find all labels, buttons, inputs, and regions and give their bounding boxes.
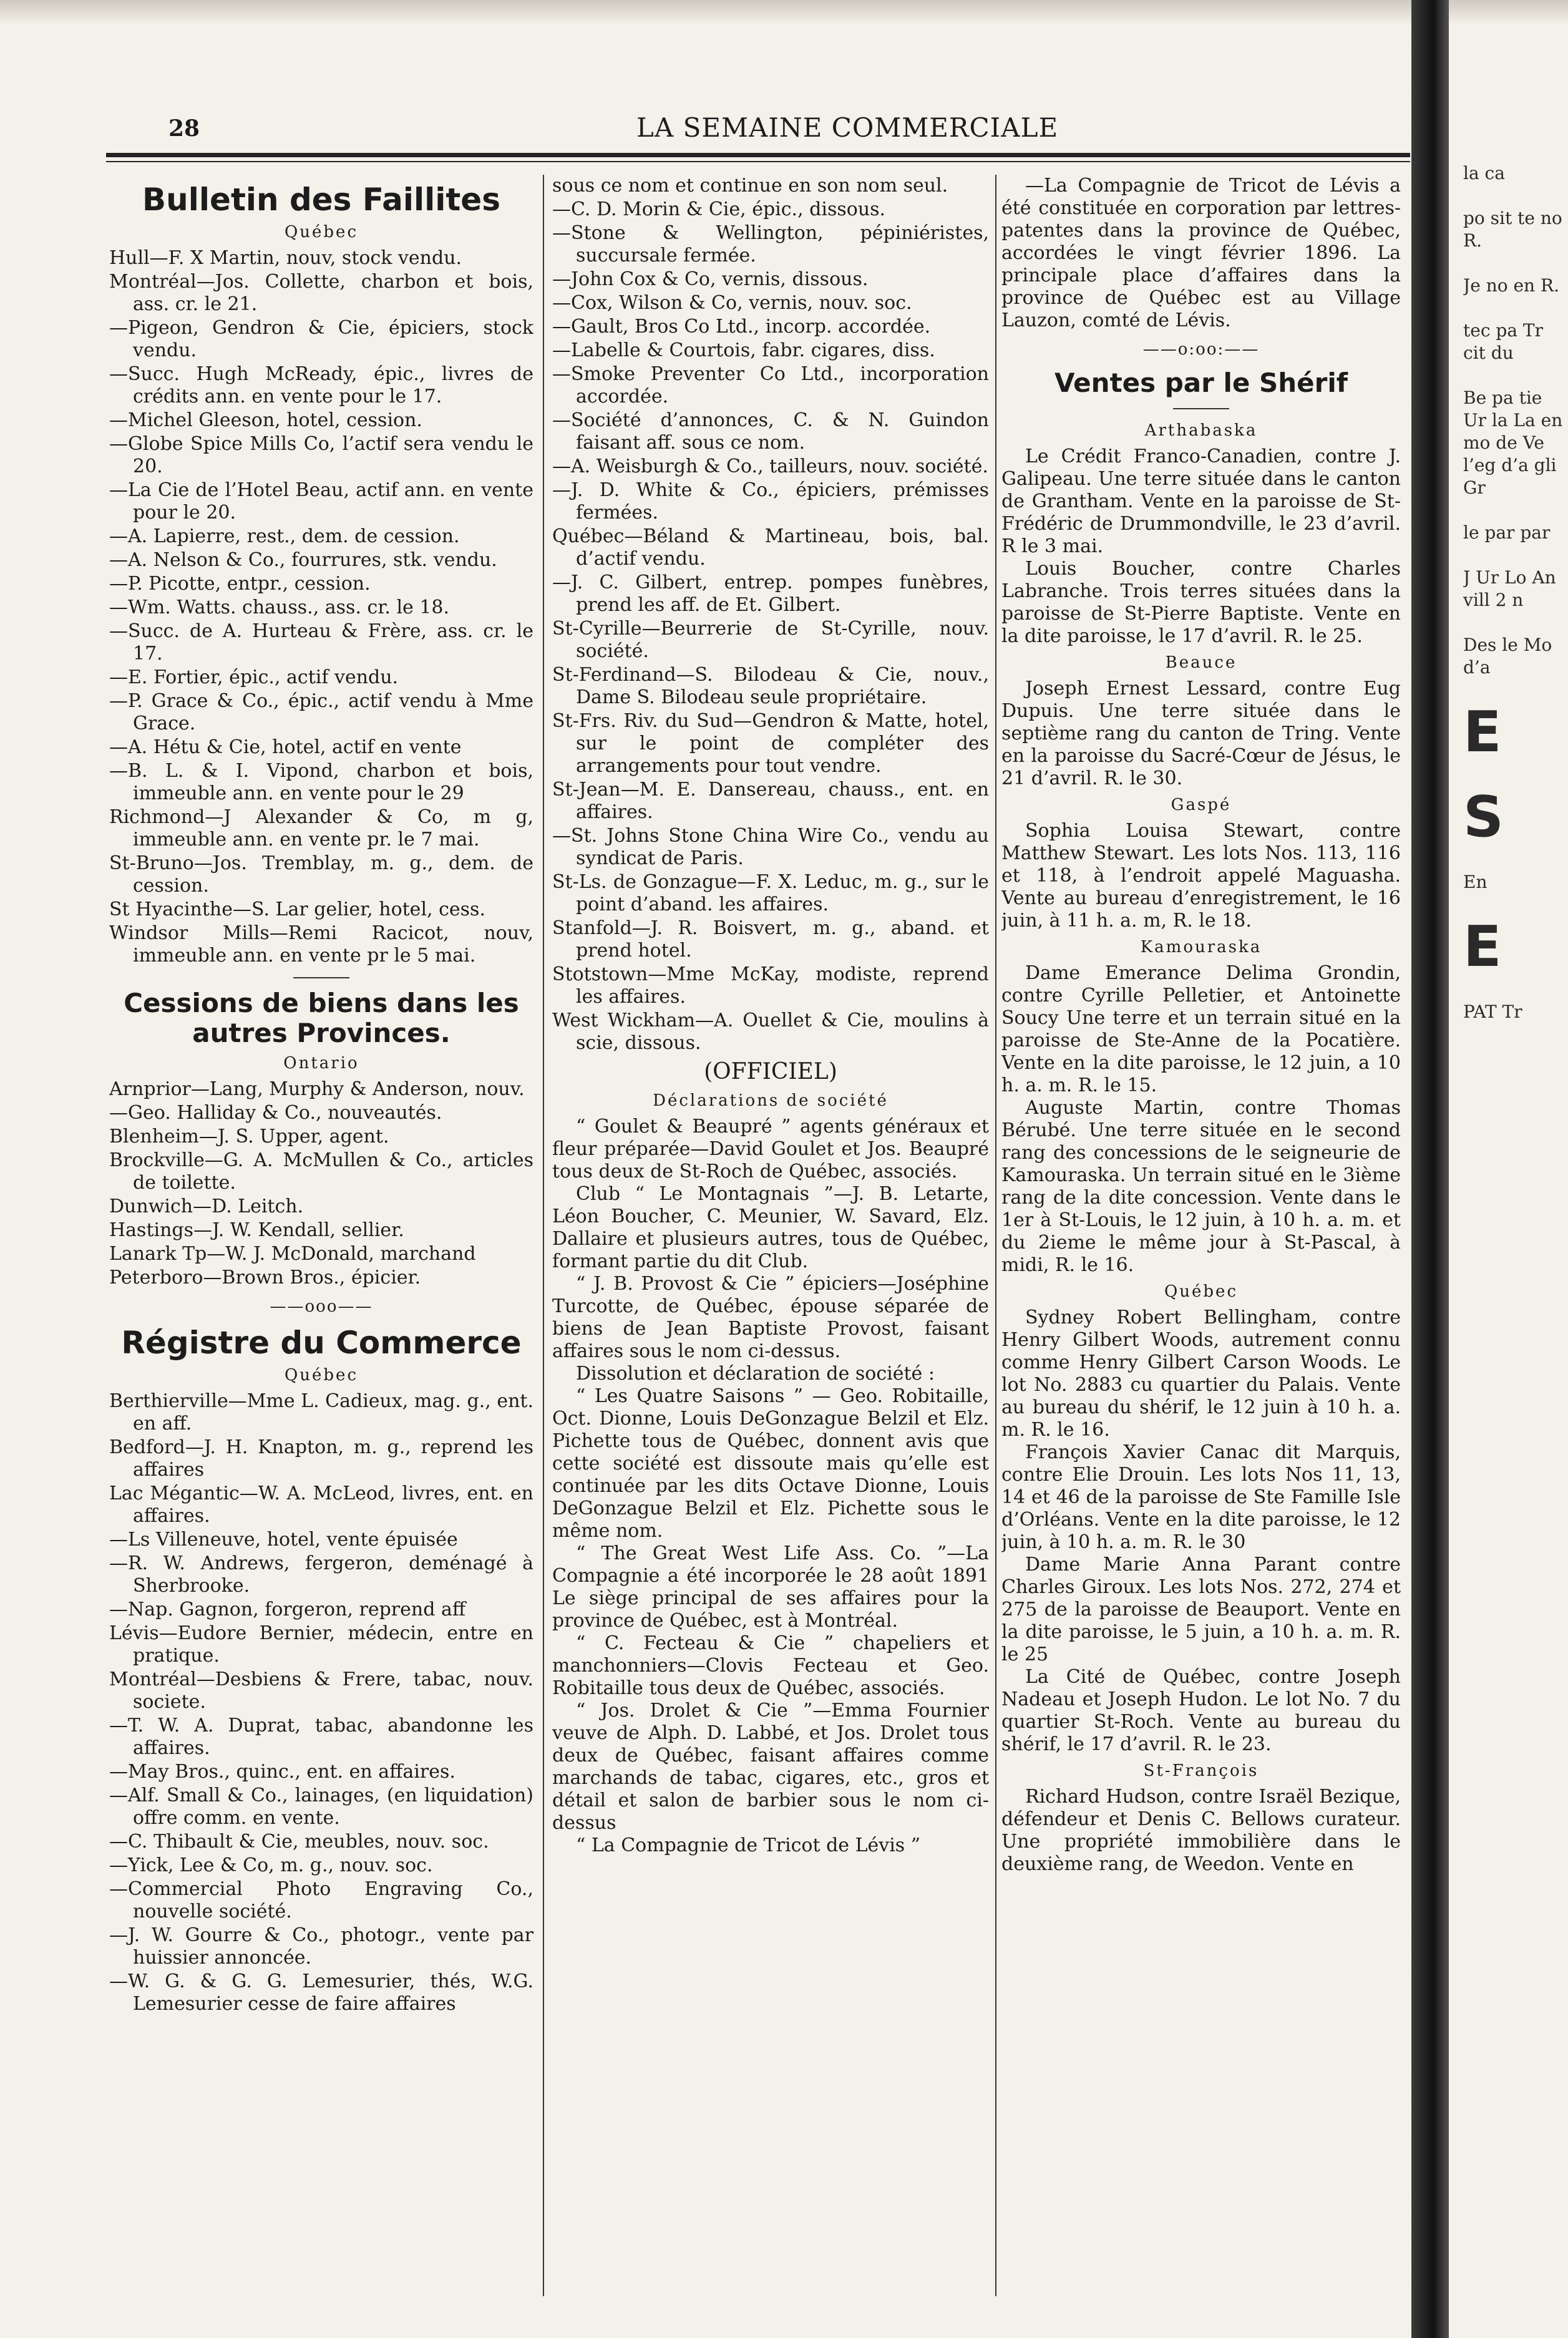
faillite-entry: Montréal—Jos. Collette, charbon et bois, ass. cr. le 21. (109, 271, 533, 315)
vente-paragraph: Auguste Martin, contre Thomas Bérubé. Une terre située en le second rang des concessions de le seigneurie de Kamouraska. Un terrain situé en le 3ième rang de la dite concession. Vente dans le 1er à St-Louis, le 12 juin, à 10 h. a. m. et du 2ieme le même jour à St-Pascal, à midi, R. le 16. (1001, 1097, 1401, 1276)
faillite-entry: Hull—F. X Martin, nouv, stock vendu. (109, 247, 462, 269)
fragment-text: J Ur Lo An vill 2 n (1463, 567, 1556, 610)
tricot-paragraph: —La Compagnie de Tricot de Lévis a été constituée en corporation par lettres-patentes dans la province de Québec, accordées le vingt février 1896. La principale place d’affaires dans la province de Québec est au Village Lauzon, comté de Lévis. (1001, 175, 1401, 331)
fragment-text: E (1463, 914, 1502, 980)
fragment-text: la ca (1463, 163, 1505, 183)
vente-paragraph: Louis Boucher, contre Charles Labranche. Trois terres situées dans la paroisse de St-Pierre Baptiste. Vente en la dite paroisse, le 17 d’avril. R. le 25. (1001, 558, 1401, 647)
ventes-sections (1001, 419, 1401, 1876)
column-3 (1001, 175, 1401, 2290)
declaration-paragraph: “ J. B. Provost & Cie ” épiciers—Joséphine Turcotte, de Québec, épouse séparée de biens de Jean Baptiste Provost, faisant affaires sous le nom ci-dessus. (552, 1273, 989, 1362)
page-gutter-shadow (1411, 0, 1449, 2338)
vente-paragraph: Dame Emerance Delima Grondin, contre Cyrille Pelletier, et Antoinette Soucy Une terre et un terrain situé en la paroisse de Ste-Anne de la Pocatière. Vente en la dite paroisse, le 12 juin, a 10 h. a. m. R. le 15. (1001, 962, 1401, 1096)
ventes-region-heading: St-François (1143, 1761, 1259, 1780)
cession-entry: Brockville—G. A. McMullen & Co., articles de toilette. (109, 1149, 533, 1194)
cessions-title: Cessions de biens dans les autres Provinces. (124, 988, 519, 1048)
ventes-region-heading: Québec (1164, 1282, 1239, 1301)
cessions-list (109, 1078, 533, 1289)
registre-entry: —C. D. Morin & Cie, épic., dissous. (552, 198, 886, 220)
faillite-entry: —Michel Gleeson, hotel, cession. (109, 409, 422, 431)
faillite-entry: —Succ. Hugh McReady, épic., livres de crédits ann. en vente pour le 17. (109, 363, 533, 407)
registre-entry: —J. C. Gilbert, entrep. pompes funèbres, prend les aff. de Et. Gilbert. (552, 572, 989, 616)
faillites-list (109, 247, 533, 967)
cession-entry: Dunwich—D. Leitch. (109, 1196, 304, 1217)
fragment-text: S (1463, 784, 1504, 850)
declaration-paragraph: “ C. Fecteau & Cie ” chapeliers et manchonniers—Clovis Fecteau et Geo. Robitaille tous deux de Québec, associés. (552, 1632, 989, 1699)
registre-entry: —Yick, Lee & Co, m. g., nouv. soc. (109, 1854, 433, 1876)
cession-entry: Lanark Tp—W. J. McDonald, marchand (109, 1243, 476, 1265)
registre-entry: sous ce nom et continue en son nom seul. (552, 175, 948, 197)
adjacent-page-fragment (1463, 162, 1563, 2309)
declaration-paragraph: “ Jos. Drolet & Cie ”—Emma Fournier veuve de Alph. D. Labbé, et Jos. Drolet tous deux de Québec, faisant affaires comme marchands de tabac, cigares, etc., gros et détail et salon de barbier sous le nom ci-dessus (552, 1700, 989, 1834)
ventes-region-heading: Arthabaska (1144, 421, 1258, 440)
registre-entry: —Cox, Wilson & Co, vernis, nouv. soc. (552, 292, 912, 314)
registre-entry: West Wickham—A. Ouellet & Cie, moulins à scie, dissous. (552, 1010, 989, 1054)
faillites-title: Bulletin des Faillites (142, 182, 500, 218)
faillite-entry: —Wm. Watts. chauss., ass. cr. le 18. (109, 597, 450, 618)
declaration-paragraph: Dissolution et déclaration de société : (576, 1363, 935, 1385)
registre-entry: St-Frs. Riv. du Sud—Gendron & Matte, hotel, sur le point de compléter des arrangements pour tout vendre. (552, 710, 989, 777)
registre-entry: St-Ls. de Gonzague—F. X. Leduc, m. g., sur le point d’aband. les affaires. (552, 871, 989, 915)
registre-entry: Lévis—Eudore Bernier, médecin, entre en pratique. (109, 1622, 533, 1667)
page-number: 28 (168, 115, 200, 142)
registre-entry: Lac Mégantic—W. A. McLeod, livres, ent. en affaires. (109, 1483, 533, 1527)
fragment-text: Be pa tie Ur la La en mo de Ve l’eg d’a gli Gr (1463, 387, 1563, 498)
registre-entry: Berthierville—Mme L. Cadieux, mag. g., ent. en aff. (109, 1390, 533, 1434)
ventes-region-heading: Kamouraska (1140, 938, 1262, 957)
registre-entry: —Ls Villeneuve, hotel, vente épuisée (109, 1529, 458, 1551)
declarations-heading: Déclarations de société (653, 1091, 889, 1110)
registre-entry: —Nap. Gagnon, forgeron, reprend aff (109, 1599, 466, 1620)
faillite-entry: —A. Lapierre, rest., dem. de cession. (109, 525, 460, 547)
registre-entry: Stanfold—J. R. Boisvert, m. g., aband. et prend hotel. (552, 917, 989, 962)
section-dash (293, 977, 349, 978)
registre-entry: St-Jean—M. E. Dansereau, chauss., ent. en affaires. (552, 779, 989, 823)
cession-entry: Arnprior—Lang, Murphy & Anderson, nouv. (109, 1078, 525, 1100)
col1-separator: ——ooo—— (270, 1297, 373, 1316)
registre-entry: —Alf. Small & Co., lainages, (en liquidation) offre comm. en vente. (109, 1785, 533, 1829)
registre-entry: —Stone & Wellington, pépiniéristes, succursale fermée. (552, 222, 989, 266)
registre-entry: —Société d’annonces, C. & N. Guindon faisant aff. sous ce nom. (552, 409, 989, 454)
col3-separator: ——o:oo:—— (1142, 340, 1260, 359)
faillites-region: Québec (284, 223, 359, 241)
officiel-heading: (OFFICIEL) (704, 1059, 837, 1084)
ventes-region-heading: Gaspé (1171, 796, 1232, 814)
registre-entry: —Labelle & Courtois, fabr. cigares, diss. (552, 339, 935, 361)
faillite-entry: Richmond—J Alexander & Co, m g, immeuble ann. en vente pr. le 7 mai. (109, 806, 533, 850)
faillite-entry: —P. Picotte, entpr., cession. (109, 573, 371, 595)
registre-region: Québec (284, 1366, 359, 1385)
faillite-entry: —A. Nelson & Co., fourrures, stk. vendu. (109, 549, 497, 571)
registre-entry: —John Cox & Co, vernis, dissous. (552, 268, 869, 290)
registre-continued-list (552, 175, 989, 1055)
fragment-text: po sit te no R. (1463, 208, 1562, 251)
vente-paragraph: Joseph Ernest Lessard, contre Eug Dupuis. Une terre située dans le septième rang du canton de Tring. Vente en la paroisse du Sacré-Cœur de Jésus, le 21 d’avril. R. le 30. (1001, 678, 1401, 789)
declaration-paragraph: “ Goulet & Beaupré ” agents généraux et fleur préparée—David Goulet et Jos. Beaupré tous deux de St-Roch de Québec, associés. (552, 1116, 989, 1182)
ventes-region-heading: Beauce (1165, 653, 1237, 672)
cession-entry: Hastings—J. W. Kendall, sellier. (109, 1219, 404, 1241)
registre-entry: —R. W. Andrews, fergeron, deménagé à Sherbrooke. (109, 1552, 533, 1597)
registre-entry: St-Ferdinand—S. Bilodeau & Cie, nouv., Dame S. Bilodeau seule propriétaire. (552, 664, 989, 708)
declaration-paragraph: Club “ Le Montagnais ”—J. B. Letarte, Léon Boucher, C. Meunier, W. Savard, Elz. Dallaire et plusieurs autres, tous de Québec, formant partie du dit Club. (552, 1183, 989, 1272)
faillite-entry: —Globe Spice Mills Co, l’actif sera vendu le 20. (109, 433, 533, 477)
cession-entry: —Geo. Halliday & Co., nouveautés. (109, 1102, 442, 1124)
registre-entry: —C. Thibault & Cie, meubles, nouv. soc. (109, 1831, 489, 1853)
declaration-paragraph: “ The Great West Life Ass. Co. ”—La Compagnie a été incorporée le 28 août 1891 Le siège principal de ses affaires pour la province de Québec, est à Montréal. (552, 1542, 989, 1632)
fragment-text: le par par (1463, 522, 1551, 543)
vente-paragraph: La Cité de Québec, contre Joseph Nadeau et Joseph Hudon. Le lot No. 7 du quartier St-Roch. Vente au bureau du shérif, le 17 d’avril. R. le 23. (1001, 1666, 1401, 1755)
faillite-entry: —La Cie de l’Hotel Beau, actif ann. en vente pour le 20. (109, 479, 533, 524)
vente-paragraph: Richard Hudson, contre Israël Bezique, défendeur et Denis C. Bellows curateur. Une propriété immobilière dans le deuxième rang, de Weedon. Vente en (1001, 1786, 1401, 1875)
cessions-region: Ontario (283, 1054, 359, 1073)
registre-title: Régistre du Commerce (121, 1325, 522, 1361)
vente-paragraph: Sydney Robert Bellingham, contre Henry Gilbert Woods, autrement connu comme Henry Gilbert Carson Woods. Le lot No. 2883 cu quartier du Palais. Vente au bureau du shérif, le 12 juin à 10 h. a. m. R. le 16. (1001, 1307, 1401, 1441)
declarations-list (552, 1116, 989, 1857)
registre-entry: Québec—Béland & Martineau, bois, bal. d’actif vendu. (552, 525, 989, 570)
running-title: LA SEMAINE COMMERCIALE (636, 112, 1059, 143)
column-2 (552, 175, 989, 2290)
faillite-entry: —B. L. & I. Vipond, charbon et bois, immeuble ann. en vente pour le 29 (109, 760, 533, 804)
column-divider-2 (995, 175, 996, 2296)
registre-entry: —J. D. White & Co., épiciers, prémisses fermées. (552, 479, 989, 524)
declaration-paragraph: “ La Compagnie de Tricot de Lévis ” (576, 1834, 921, 1856)
declaration-paragraph: “ Les Quatre Saisons ” — Geo. Robitaille, Oct. Dionne, Louis DeGonzague Belzil et Elz. Pichette tous de Québec, donnent avis que cette société est dissoute mais qu’elle est continuée par les dits Octave Dionne, Louis DeGonzague Belzil et Elz. Pichette sous le même nom. (552, 1385, 989, 1542)
faillite-entry: St Hyacinthe—S. Lar gelier, hotel, cess. (109, 899, 485, 920)
registre-entry: Stotstown—Mme McKay, modiste, reprend les affaires. (552, 963, 989, 1008)
registre-entry: —St. Johns Stone China Wire Co., vendu au syndicat de Paris. (552, 825, 989, 869)
page-top-edge (0, 0, 1568, 25)
registre-entry: —May Bros., quinc., ent. en affaires. (109, 1761, 455, 1783)
cession-entry: Blenheim—J. S. Upper, agent. (109, 1126, 389, 1147)
fragment-text: Des le Mo d’a (1463, 635, 1552, 678)
faillite-entry: —A. Hétu & Cie, hotel, actif en vente (109, 736, 462, 758)
fragment-text: Je no en R. (1463, 275, 1559, 296)
fragment-text: E (1463, 699, 1502, 765)
vente-paragraph: Le Crédit Franco-Canadien, contre J. Galipeau. Une terre située dans le canton de Grantham. Vente en la paroisse de St-Frédéric de Drummondville, le 23 d’avril. R le 3 mai. (1001, 446, 1401, 557)
header-rule-thick (106, 153, 1410, 157)
column-1 (109, 175, 533, 2290)
faillite-entry: —Succ. de A. Hurteau & Frère, ass. cr. le 17. (109, 620, 533, 665)
fragment-text: tec pa Tr cit du (1463, 320, 1543, 363)
registre-entry: —A. Weisburgh & Co., tailleurs, nouv. société. (552, 455, 988, 477)
registre-entry: St-Cyrille—Beurrerie de St-Cyrille, nouv. société. (552, 618, 989, 662)
cession-entry: Peterboro—Brown Bros., épicier. (109, 1267, 421, 1288)
registre-entry: —Gault, Bros Co Ltd., incorp. accordée. (552, 316, 931, 338)
vente-paragraph: Sophia Louisa Stewart, contre Matthew Stewart. Les lots Nos. 113, 116 et 118, à l’endroit appelé Maguasha. Vente au bureau d’enregistrement, le 16 juin, à 11 h. a. m, R. le 18. (1001, 820, 1401, 932)
registre-entry: —J. W. Gourre & Co., photogr., vente par huissier annoncée. (109, 1924, 533, 1969)
registre-list (109, 1390, 533, 2015)
vente-paragraph: François Xavier Canac dit Marquis, contre Elie Drouin. Les lots Nos 11, 13, 14 et 46 de la paroisse de Ste Famille Isle d’Orléans. Vente en la dite paroisse, le 12 juin, à 10 h. a. m. R. le 30 (1001, 1441, 1401, 1553)
faillite-entry: —P. Grace & Co., épic., actif vendu à Mme Grace. (109, 690, 533, 734)
column-divider-1 (543, 175, 544, 2296)
faillite-entry: St-Bruno—Jos. Tremblay, m. g., dem. de cession. (109, 852, 533, 897)
faillite-entry: —E. Fortier, épic., actif vendu. (109, 666, 399, 688)
faillite-entry: —Pigeon, Gendron & Cie, épiciers, stock vendu. (109, 317, 533, 361)
header-rule-thin (106, 161, 1410, 162)
registre-entry: —Commercial Photo Engraving Co., nouvelle société. (109, 1878, 533, 1922)
registre-entry: Montréal—Desbiens & Frere, tabac, nouv. societe. (109, 1668, 533, 1713)
section-dash (1173, 408, 1229, 409)
faillite-entry: Windsor Mills—Remi Racicot, nouv, immeuble ann. en vente pr le 5 mai. (109, 922, 533, 967)
ventes-title: Ventes par le Shérif (1054, 368, 1348, 398)
registre-entry: —W. G. & G. G. Lemesurier, thés, W.G. Lemesurier cesse de faire affaires (109, 1970, 533, 2015)
vente-paragraph: Dame Marie Anna Parant contre Charles Giroux. Les lots Nos. 272, 274 et 275 de la paroisse de Beauport. Vente en la dite paroisse, le 5 juin, a 10 h. a. m. R. le 25 (1001, 1554, 1401, 1665)
fragment-text: En (1463, 872, 1488, 892)
fragment-text: PAT Tr (1463, 1001, 1522, 1022)
registre-entry: —Smoke Preventer Co Ltd., incorporation accordée. (552, 363, 989, 407)
registre-entry: —T. W. A. Duprat, tabac, abandonne les affaires. (109, 1715, 533, 1759)
registre-entry: Bedford—J. H. Knapton, m. g., reprend les affaires (109, 1436, 533, 1481)
